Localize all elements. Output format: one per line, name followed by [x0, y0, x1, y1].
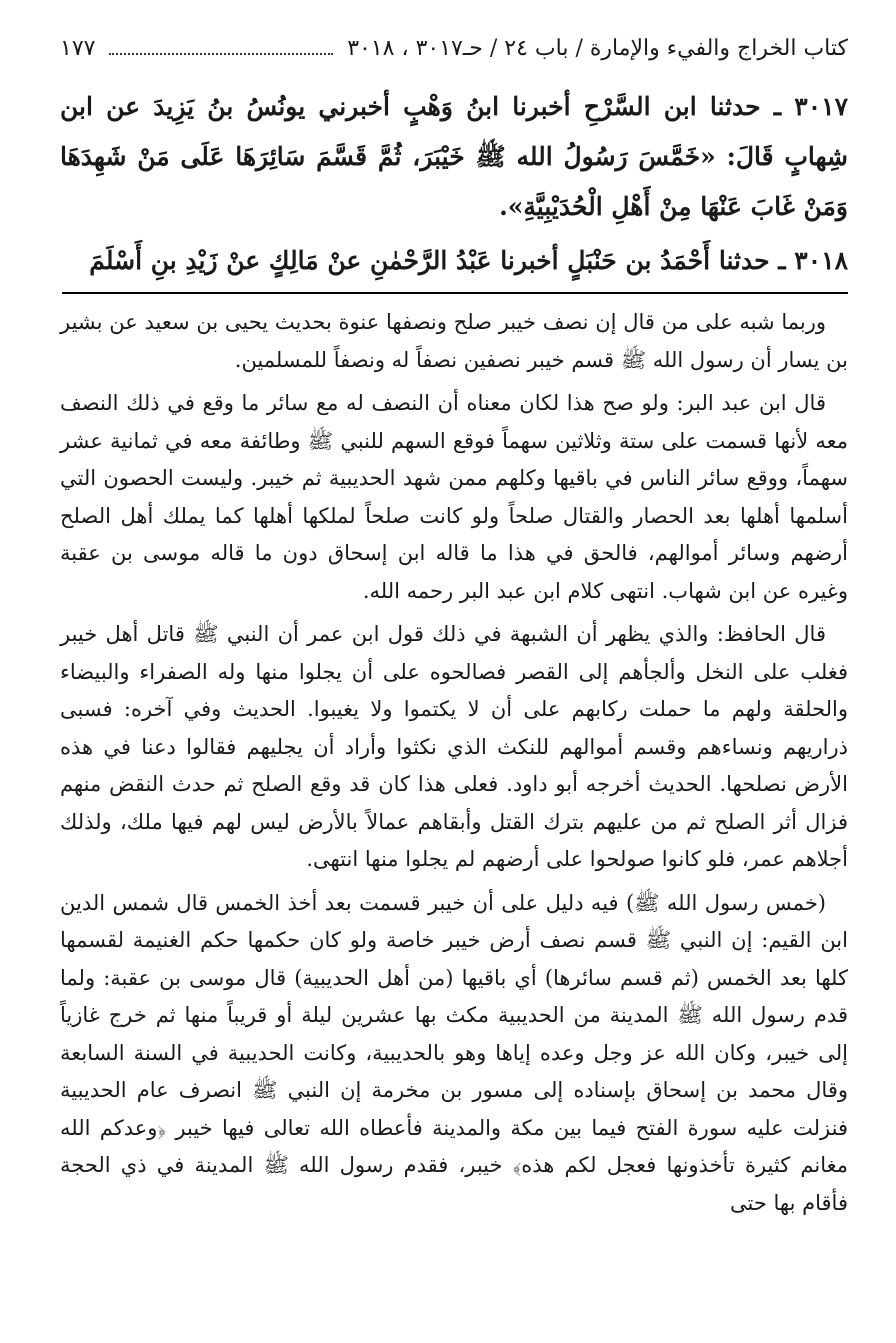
dotted-leader [109, 53, 333, 55]
hadith-body: حدثنا أَحْمَدُ بن حَنْبَلٍ أخبرنا عَبْدُ الرَّحْمٰنِ عنْ مَالِكٍ عنْ زَيْدِ بنِ أَسْلَمَ [89, 246, 770, 275]
chapter-title: كتاب الخراج والفيء والإمارة / باب ٢٤ / حـ٣٠١٧ ، ٣٠١٨ [347, 35, 848, 61]
commentary-paragraph: وربما شبه على من قال إن نصف خيبر صلح ونصفها عنوة بحديث يحيى بن سعيد عن بشير بن يسار أن رسول الله ﷺ قسم خيبر نصفين نصفاً له ونصفاً للمسلمين. [60, 310, 848, 372]
page-number: ١٧٧ [60, 35, 96, 61]
commentary-paragraph: قال ابن عبد البر: ولو صح هذا لكان معناه أن النصف له مع سائر ما وقع في ذلك النصف معه لأنها قسمت على ستة وثلاثين سهماً فوقع السهم للنبي ﷺ وطائفة معه في ثمانية عشر سهماً، ووقع سائر الناس في باقيها وكلهم ممن شهد الحديبية ثم خيبر. وليست الحصون التي أسلمها أهلها بعد الحصار والقتال صلحاً ولو كانت صلحاً لملكها أهلها كما يملك أهل الصلح أرضهم وسائر أموالهم، فالحق في هذا ما قاله ابن إسحاق دون ما قاله موسى بن عقبة وغيره عن ابن شهاب. انتهى كلام ابن عبد البر رحمه الله. [60, 391, 848, 603]
hadith-number: ٣٠١٨ ـ [778, 246, 848, 275]
commentary-paragraph: قال الحافظ: والذي يظهر أن الشبهة في ذلك قول ابن عمر أن النبي ﷺ قاتل أهل خيبر فغلب على النخل وألجأهم إلى القصر فصالحوه على أن يجلوا منها وله الصفراء والبيضاء والحلقة ولهم ما حملت ركابهم على أن لا يكتموا ولا يغيبوا. الحديث وفي آخره: فسبى ذراريهم ونساءهم وقسم أموالهم للنكث الذي نكثوا وأراد أن يجليهم فقالوا دعنا في هذه الأرض نصلحها. الحديث أخرجه أبو داود. فعلى هذا كان قد وقع الصلح ثم حدث النقض منهم فزال أثر الصلح ثم من عليهم بترك القتل وأبقاهم عمالاً بالأرض ليس لهم فيها ملك، ولذلك أجلاهم عمر، فلو كانوا صولحوا على أرضهم لم يجلوا منها انتهى. [60, 622, 848, 871]
hadith-body: حدثنا ابن السَّرْحِ أخبرنا ابنُ وَهْبٍ أخبرني يونُسُ بنُ يَزِيدَ عن ابن شِهابٍ قَالَ: «خَمَّسَ رَسُولُ الله ﷺ خَيْبَرَ، ثُمَّ قَسَّمَ سَائِرَهَا عَلَى مَنْ شَهِدَهَا وَمَنْ غَابَ عَنْهَا مِنْ أَهْلِ الْحُدَيْبِيَّةِ». [60, 92, 848, 221]
footnote-separator [62, 292, 848, 294]
hadith-3018 [60, 236, 848, 286]
hadith-3017 [60, 82, 848, 232]
running-header [60, 28, 848, 68]
hadith-text-block [60, 82, 848, 290]
hadith-number: ٣٠١٧ ـ [773, 92, 848, 121]
commentary-paragraph: (خمس رسول الله ﷺ) فيه دليل على أن خيبر قسمت بعد أخذ الخمس قال شمس الدين ابن القيم: إن النبي ﷺ قسم نصف أرض خيبر خاصة ولو كان حكمها حكم الغنيمة لقسمها كلها بعد الخمس (ثم قسم سائرها) أي باقيها (من أهل الحديبية) قال موسى بن عقبة: ولما قدم رسول الله ﷺ المدينة من الحديبية مكث بها عشرين ليلة أو قريباً منها ثم خرج غازياً إلى خيبر، وكان الله عز وجل وعده إياها وهو بالحديبية، وكانت الحديبية في السنة السابعة وقال محمد بن إسحاق بإسناده إلى مسور بن مخرمة إن النبي ﷺ انصرف عام الحديبية فنزلت عليه سورة الفتح فيما بين مكة والمدينة فأعطاه الله تعالى فيها خيبر ﴿وعدكم الله مغانم كثيرة تأخذونها فعجل لكم هذه﴾ خيبر، فقدم رسول الله ﷺ المدينة في ذي الحجة فأقام بها حتى [60, 890, 848, 1215]
commentary-section [60, 304, 848, 1228]
